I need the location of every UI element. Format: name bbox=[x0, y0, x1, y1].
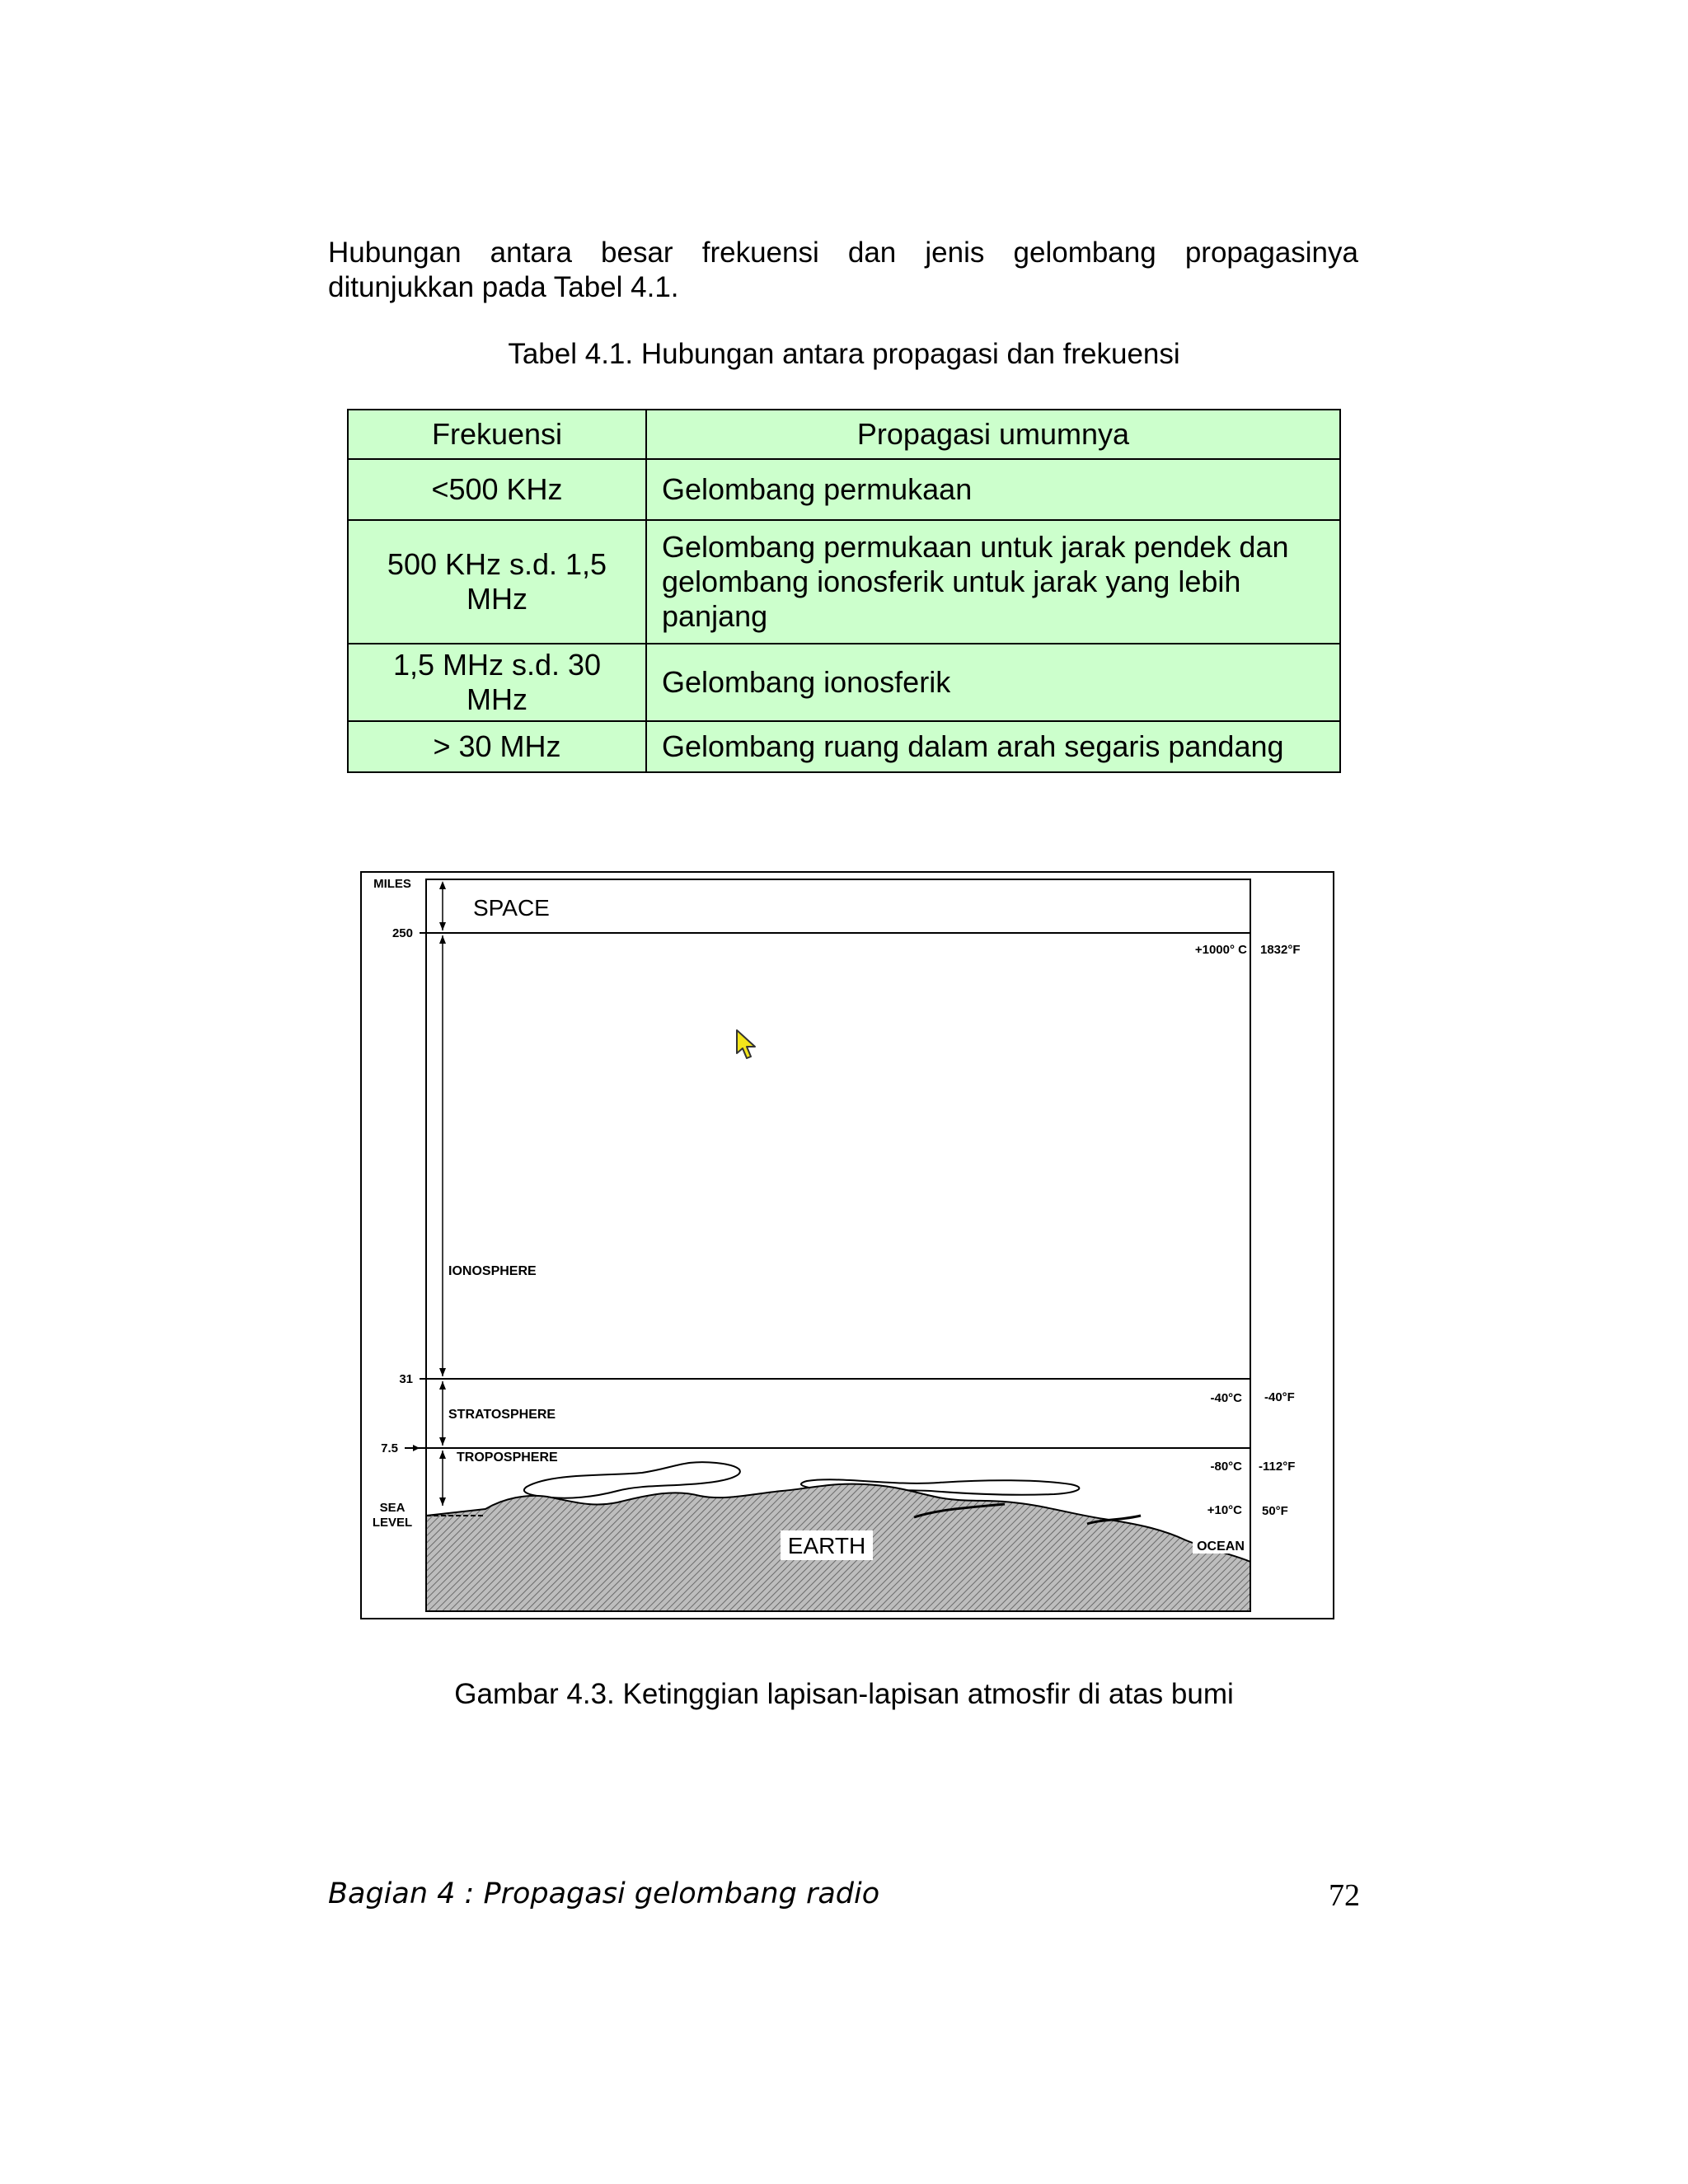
layer-label-space: SPACE bbox=[473, 895, 550, 921]
atmosphere-figure bbox=[360, 871, 1334, 1619]
arrowhead bbox=[439, 1451, 446, 1459]
arrowhead bbox=[439, 1368, 446, 1376]
table-cell-frequency: > 30 MHz bbox=[348, 721, 646, 772]
table-header-row bbox=[348, 410, 1340, 459]
layer-label-earth: EARTH bbox=[787, 1533, 866, 1558]
table-cell-propagation: Gelombang ruang dalam arah segaris pandang bbox=[646, 721, 1340, 772]
cloud-left bbox=[524, 1462, 740, 1498]
figure-caption: Gambar 4.3. Ketinggian lapisan-lapisan atmosfir di atas bumi bbox=[454, 1678, 1234, 1710]
temp-c-label: -40°C bbox=[1210, 1391, 1242, 1405]
table-header-frekuensi: Frekuensi bbox=[348, 410, 646, 459]
table-row bbox=[348, 644, 1340, 721]
arrowhead bbox=[439, 1437, 446, 1446]
table-cell-propagation: Gelombang ionosferik bbox=[646, 644, 1340, 721]
arrowhead bbox=[439, 881, 446, 889]
footer-page-number: 72 bbox=[1329, 1878, 1360, 1913]
layer-label-ionosphere: IONOSPHERE bbox=[448, 1264, 537, 1278]
sea-level-label: LEVEL bbox=[372, 1516, 413, 1530]
table-cell-propagation: Gelombang permukaan bbox=[646, 459, 1340, 520]
layer-label-troposphere: TROPOSPHERE bbox=[457, 1451, 558, 1465]
temp-c-label: +1000° C bbox=[1194, 943, 1247, 957]
table-cell-frequency: 1,5 MHz s.d. 30 MHz bbox=[348, 644, 646, 721]
altitude-label-31: 31 bbox=[399, 1372, 413, 1386]
temp-f-label: 1832°F bbox=[1260, 943, 1301, 957]
axis-unit-label: MILES bbox=[373, 877, 411, 891]
layer-label-ocean: OCEAN bbox=[1197, 1540, 1245, 1554]
table-header-propagasi: Propagasi umumnya bbox=[646, 410, 1340, 459]
arrow-7-5 bbox=[413, 1445, 420, 1451]
table-row bbox=[348, 520, 1340, 644]
temp-f-label: -40°F bbox=[1264, 1390, 1295, 1404]
temp-f-label: 50°F bbox=[1262, 1504, 1288, 1518]
altitude-label-7-5: 7.5 bbox=[381, 1441, 398, 1455]
temp-f-label: -112°F bbox=[1259, 1460, 1296, 1474]
table-caption: Tabel 4.1. Hubungan antara propagasi dan frekuensi bbox=[508, 338, 1180, 370]
mouse-cursor-icon bbox=[735, 1029, 760, 1062]
table-row bbox=[348, 459, 1340, 520]
footer-section-title: Bagian 4 : Propagasi gelombang radio bbox=[328, 1877, 880, 1910]
table-row bbox=[348, 721, 1340, 772]
temp-c-label: -80°C bbox=[1210, 1460, 1242, 1474]
table-cell-frequency: 500 KHz s.d. 1,5 MHz bbox=[348, 520, 646, 644]
arrowhead bbox=[439, 1497, 446, 1506]
table-cell-propagation: Gelombang permukaan untuk jarak pendek dan gelombang ionosferik untuk jarak yang lebih panjang bbox=[646, 520, 1340, 644]
altitude-label-250: 250 bbox=[392, 926, 413, 940]
arrowhead bbox=[439, 935, 446, 944]
layer-label-stratosphere: STRATOSPHERE bbox=[448, 1408, 556, 1422]
sea-level-label: SEA bbox=[379, 1501, 406, 1515]
table-cell-frequency: <500 KHz bbox=[348, 459, 646, 520]
frequency-table bbox=[347, 409, 1341, 773]
intro-paragraph: Hubungan antara besar frekuensi dan jenis gelombang propagasinya ditunjukkan pada Tabel 4.1. bbox=[328, 237, 1358, 303]
atmosphere-diagram bbox=[362, 873, 1333, 1618]
arrowhead bbox=[439, 922, 446, 930]
arrowhead bbox=[439, 1381, 446, 1390]
temp-c-label: +10°C bbox=[1207, 1503, 1242, 1517]
